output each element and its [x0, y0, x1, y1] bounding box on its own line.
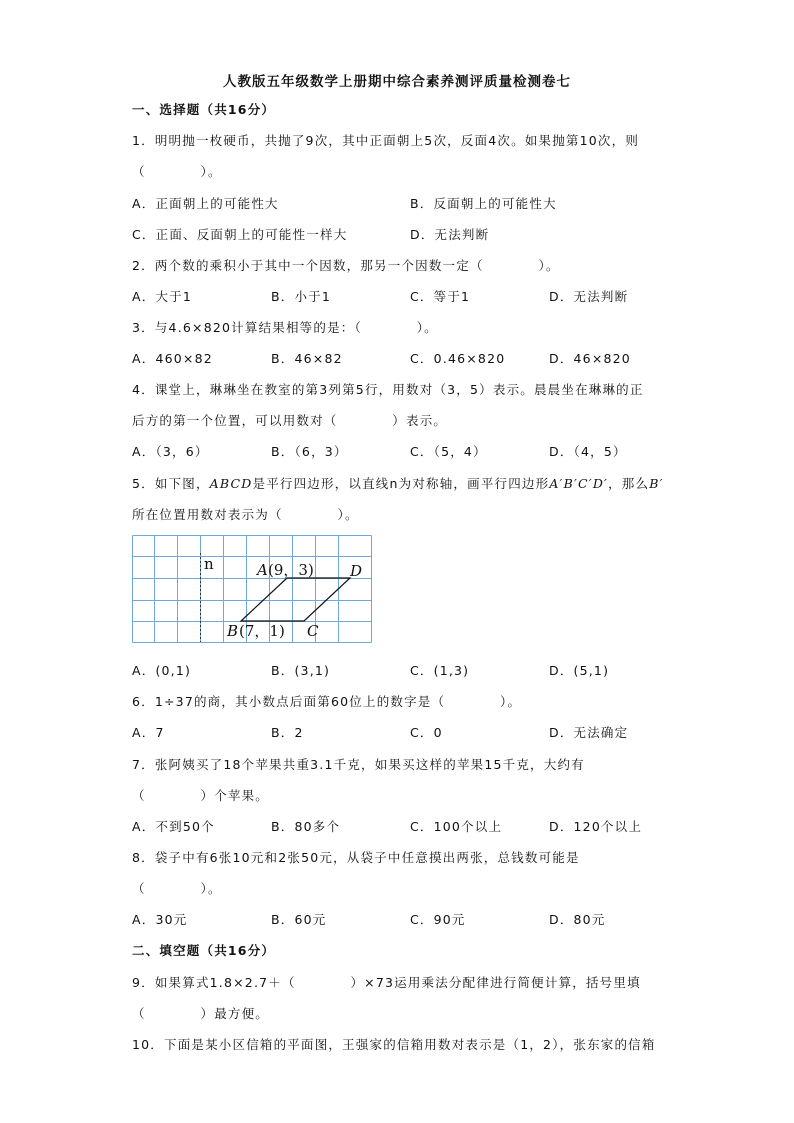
- point-d-label: D: [350, 562, 363, 580]
- q2-option-a[interactable]: A．大于1: [132, 289, 193, 304]
- q9-stem-line1: 9．如果算式1.8×2.7＋（ ）×73运用乘法分配律进行简便计算，括号里填: [132, 975, 641, 990]
- q3-option-c[interactable]: C．0.46×820: [410, 351, 506, 366]
- q4-stem-line1: 4．课堂上，琳琳坐在教室的第3列第5行，用数对（3，5）表示。晨晨坐在琳琳的正: [132, 382, 644, 397]
- q3-option-d[interactable]: D．46×820: [549, 351, 631, 366]
- q1-option-d[interactable]: D．无法判断: [410, 227, 490, 242]
- q5-abcd-label: ABCD: [209, 476, 253, 491]
- q5-stem-line2: 所在位置用数对表示为（ ）。: [132, 507, 359, 522]
- q6-option-d[interactable]: D．无法确定: [549, 725, 629, 740]
- q2-option-d[interactable]: D．无法判断: [549, 289, 629, 304]
- q4-option-c[interactable]: C．（5，4）: [410, 444, 487, 459]
- axis-n-label: n: [204, 555, 214, 573]
- q6-option-b[interactable]: B．2: [271, 725, 304, 740]
- q6-stem: 6．1÷37的商，其小数点后面第60位上的数字是（ ）。: [132, 694, 522, 709]
- q5-option-a[interactable]: A．(0,1): [132, 663, 192, 678]
- q5-stem-line1: [132, 474, 664, 492]
- exam-title: 人教版五年级数学上册期中综合素养测评质量检测卷七: [223, 74, 571, 90]
- q1-option-b[interactable]: B．反面朝上的可能性大: [410, 196, 557, 211]
- q2-option-c[interactable]: C．等于1: [410, 289, 471, 304]
- q1-stem-line2: （ ）。: [132, 164, 222, 179]
- q5-grid-figure: [132, 535, 372, 643]
- q7-option-d[interactable]: D．120个以上: [549, 819, 643, 834]
- q5-text-part2: 是平行四边形，以直线n为对称轴，画平行四边形: [252, 476, 550, 491]
- q5-prime-label: A′B′C′D′: [549, 476, 609, 491]
- q3-option-b[interactable]: B．46×82: [271, 351, 343, 366]
- parallelogram-abcd: [241, 578, 350, 621]
- q1-stem-line1: 1．明明抛一枚硬币，共抛了9次，其中正面朝上5次，反面4次。如果抛第10次，则: [132, 133, 640, 148]
- point-b-label: B: [227, 622, 239, 640]
- q4-option-d[interactable]: D．（4，5）: [549, 444, 627, 459]
- point-a-label: A: [257, 561, 268, 579]
- q5-option-b[interactable]: B．(3,1): [271, 663, 331, 678]
- q8-stem-line1: 8．袋子中有6张10元和2张50元，从袋子中任意摸出两张，总钱数可能是: [132, 850, 580, 865]
- q1-option-c[interactable]: C．正面、反面朝上的可能性一样大: [132, 227, 348, 242]
- q7-option-c[interactable]: C．100个以上: [410, 819, 503, 834]
- q8-option-a[interactable]: A．30元: [132, 912, 188, 927]
- q4-option-b[interactable]: B．（6，3）: [271, 444, 348, 459]
- q4-stem-line2: 后方的第一个位置，可以用数对（ ）表示。: [132, 413, 448, 428]
- q8-option-c[interactable]: C．90元: [410, 912, 466, 927]
- q5-bprime-label: B′: [649, 476, 664, 491]
- q5-option-d[interactable]: D．(5,1): [549, 663, 610, 678]
- q3-option-a[interactable]: A．460×82: [132, 351, 213, 366]
- q5-text-part3: ，那么: [608, 476, 650, 491]
- q4-option-a[interactable]: A．（3，6）: [132, 444, 209, 459]
- q5-text-part1: 5．如下图，: [132, 476, 210, 491]
- q7-stem-line2: （ ）个苹果。: [132, 788, 270, 803]
- point-a-coord: (9，3): [268, 561, 314, 579]
- q2-option-b[interactable]: B．小于1: [271, 289, 332, 304]
- q2-stem: 2．两个数的乘积小于其中一个因数，那另一个因数一定（ ）。: [132, 258, 560, 273]
- q9-stem-line2: （ ）最方便。: [132, 1006, 270, 1021]
- section-choice-heading: 一、选择题（共16分）: [132, 102, 276, 117]
- q3-stem: 3．与4.6×820计算结果相等的是：（ ）。: [132, 320, 438, 335]
- q7-option-b[interactable]: B．80多个: [271, 819, 341, 834]
- q1-option-a[interactable]: A．正面朝上的可能性大: [132, 196, 279, 211]
- q8-option-d[interactable]: D．80元: [549, 912, 606, 927]
- q6-option-c[interactable]: C．0: [410, 725, 443, 740]
- q7-stem-line1: 7．张阿姨买了18个苹果共重3.1千克，如果买这样的苹果15千克，大约有: [132, 757, 585, 772]
- q5-option-c[interactable]: C．(1,3): [410, 663, 470, 678]
- q8-stem-line2: （ ）。: [132, 881, 222, 896]
- point-c-label: C: [307, 622, 319, 640]
- q6-option-a[interactable]: A．7: [132, 725, 165, 740]
- point-b-coord: (7，1): [239, 622, 285, 640]
- q7-option-a[interactable]: A．不到50个: [132, 819, 215, 834]
- q8-option-b[interactable]: B．60元: [271, 912, 327, 927]
- section-fill-heading: 二、填空题（共16分）: [132, 943, 276, 958]
- q10-stem-line1: 10．下面是某小区信箱的平面图，王强家的信箱用数对表示是（1，2），张东家的信箱: [132, 1037, 656, 1052]
